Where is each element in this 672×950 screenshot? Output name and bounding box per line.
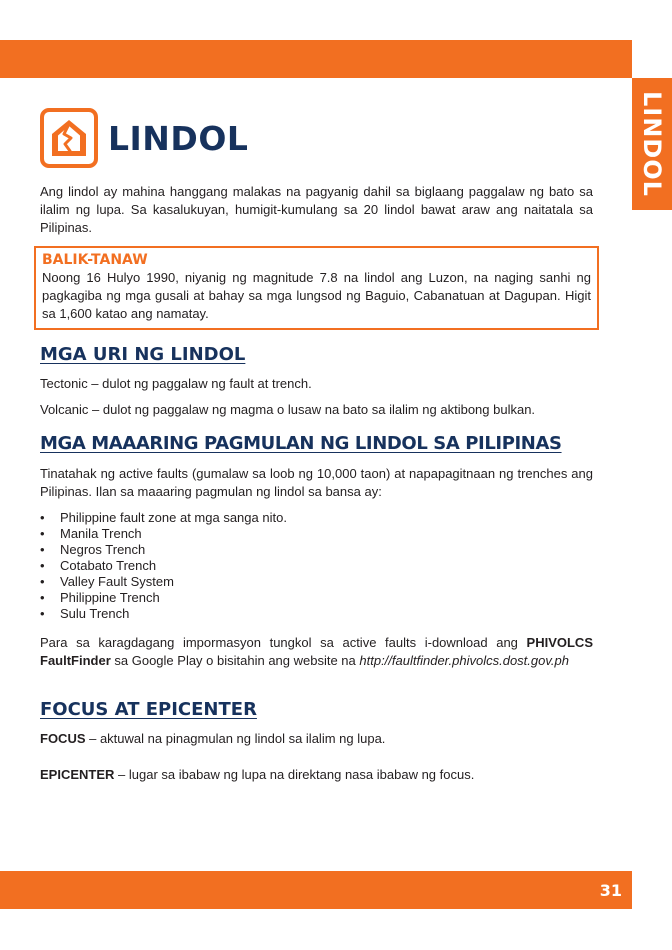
info-text-before: Para sa karagdagang impormasyon tungkol sa active faults i-download ang (40, 635, 527, 650)
epicenter-definition (40, 766, 593, 784)
focus-term: FOCUS (40, 731, 86, 746)
epicenter-def-text: – lugar sa ibabaw ng lupa na direktang nasa ibabaw ng focus. (114, 767, 475, 782)
list-item: • Valley Fault System (40, 574, 593, 590)
recall-text: Noong 16 Hulyo 1990, niyanig ng magnitude 7.8 na lindol ang Luzon, na naging sanhi ng pagkagiba ng mga gusali at bahay sa mga lungsod ng Baguio, Cabanatuan at Dagupan. Higit sa 1,600 katao ang namatay. (42, 270, 591, 321)
main-content (40, 183, 593, 802)
header-band (0, 40, 632, 78)
list-item: • Sulu Trench (40, 606, 593, 622)
recall-box (34, 246, 599, 330)
footer-band (0, 871, 632, 909)
focus-definition (40, 730, 593, 748)
list-item: • Philippine fault zone at mga sanga nito. (40, 510, 593, 526)
list-item: • Negros Trench (40, 542, 593, 558)
title-block (40, 108, 248, 168)
fault-list (40, 510, 593, 622)
list-item: • Manila Trench (40, 526, 593, 542)
list-item: • Philippine Trench (40, 590, 593, 606)
section-heading-types: MGA URI NG LINDOL (40, 344, 246, 365)
focus-def-text: – aktuwal na pinagmulan ng lindol sa ilalim ng lupa. (85, 731, 386, 746)
section-heading-sources: MGA MAAARING PAGMULAN NG LINDOL SA PILIPINAS (40, 433, 562, 454)
page-number: 31 (599, 881, 622, 900)
faultfinder-app-name: PHIVOLCS FaultFinder (40, 635, 593, 668)
type-volcanic: Volcanic – dulot ng paggalaw ng magma o lusaw na bato sa ilalim ng aktibong bulkan. (40, 402, 536, 417)
list-item: • Cotabato Trench (40, 558, 593, 574)
faultfinder-link[interactable]: http://faultfinder.phivolcs.dost.gov.ph (359, 653, 569, 668)
recall-title: BALIK-TANAW (42, 252, 148, 268)
side-tab-label: LINDOL (638, 91, 666, 197)
epicenter-term: EPICENTER (40, 767, 115, 782)
section-heading-focus: FOCUS AT EPICENTER (40, 699, 257, 720)
page-title: LINDOL (108, 118, 249, 158)
house-crack-icon (40, 108, 98, 168)
info-text-middle: sa Google Play o bisitahin ang website na (110, 653, 360, 668)
sources-intro: Tinatahak ng active faults (gumalaw sa loob ng 10,000 taon) at napapagitnaan ng trenches ang Pilipinas. Ilan sa maaaring pagmulan ng lindol sa bansa ay: (40, 466, 593, 499)
intro-paragraph: Ang lindol ay mahina hanggang malakas na pagyanig dahil sa biglaang paggalaw ng bato sa ilalim ng lupa. Sa kasalukuyan, humigit-kumulang sa 20 lindol bawat araw ang naitatala sa Pilipinas. (40, 184, 593, 235)
faultfinder-info (40, 634, 593, 670)
chapter-side-tab (632, 78, 672, 210)
type-tectonic: Tectonic – dulot ng paggalaw ng fault at trench. (40, 376, 312, 391)
